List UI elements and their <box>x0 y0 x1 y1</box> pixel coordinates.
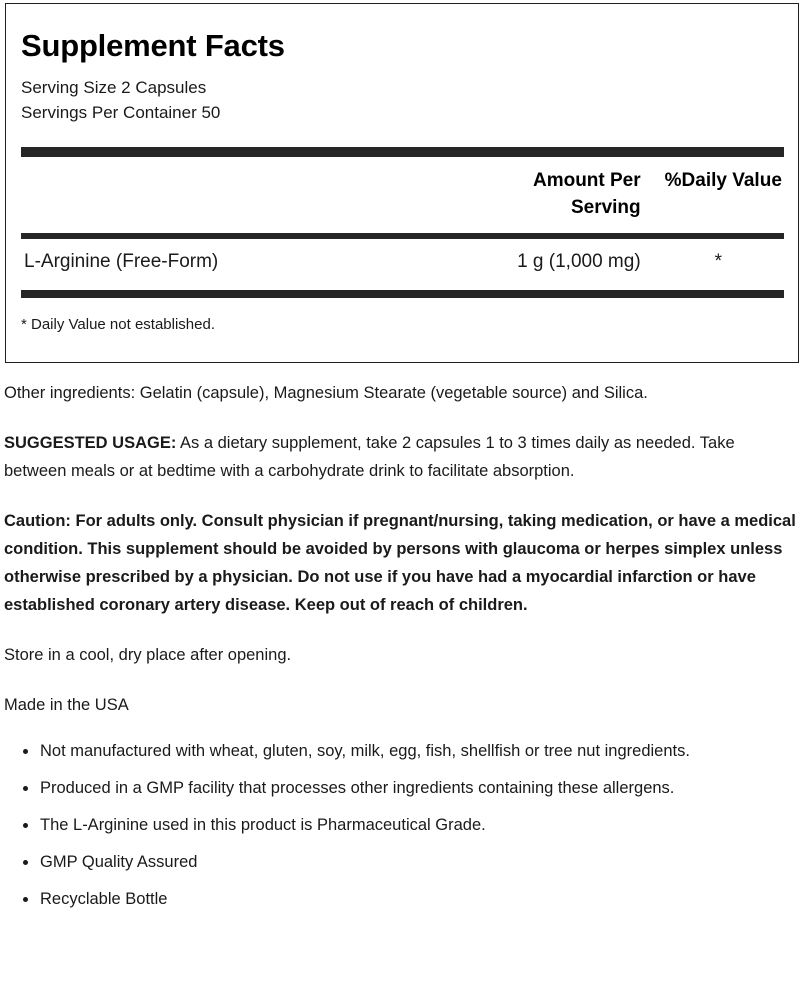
suggested-usage-paragraph <box>4 429 796 485</box>
list-item: Not manufactured with wheat, gluten, soy, milk, egg, fish, shellfish or tree nut ingredients. <box>4 741 796 778</box>
origin-paragraph: Made in the USA <box>4 696 129 714</box>
daily-value-footnote: * Daily Value not established. <box>21 316 216 333</box>
storage-paragraph: Store in a cool, dry place after opening. <box>4 646 292 664</box>
column-header-amount-per-serving: Amount Per Serving <box>532 170 641 218</box>
list-item: GMP Quality Assured <box>4 852 796 889</box>
suggested-usage-label: SUGGESTED USAGE: <box>4 434 177 452</box>
list-item: Recyclable Bottle <box>4 889 796 910</box>
serving-information <box>21 75 784 125</box>
supplement-facts-table <box>21 157 784 233</box>
supplement-facts-panel <box>5 3 799 363</box>
table-header-row <box>21 157 784 233</box>
servings-per-container-text: Servings Per Container 50 <box>21 103 221 122</box>
list-item: Produced in a GMP facility that processes other ingredients containing these allergens. <box>4 778 796 815</box>
table-row <box>21 239 784 290</box>
bottom-divider-rule <box>21 290 784 298</box>
suggested-usage-text: As a dietary supplement, take 2 capsules 1 to 3 times daily as needed. Take between meals or at bedtime with a carbohydrate drink to facilitate absorption. <box>4 434 735 480</box>
column-header-daily-value: %Daily Value <box>664 170 782 191</box>
nutrient-name: L-Arginine (Free-Form) <box>24 251 219 272</box>
serving-size-text: Serving Size 2 Capsules <box>21 78 207 97</box>
claims-bullet-list <box>4 741 796 910</box>
label-body-copy <box>2 379 798 910</box>
nutrient-daily-value: * <box>714 251 723 272</box>
supplement-facts-rows <box>21 239 784 290</box>
list-item: The L-Arginine used in this product is Pharmaceutical Grade. <box>4 815 796 852</box>
page-title: Supplement Facts <box>21 28 285 63</box>
other-ingredients-paragraph: Other ingredients: Gelatin (capsule), Magnesium Stearate (vegetable source) and Silica. <box>4 384 648 402</box>
nutrient-amount: 1 g (1,000 mg) <box>517 251 641 272</box>
column-header-nutrient <box>21 157 464 233</box>
caution-paragraph: Caution: For adults only. Consult physician if pregnant/nursing, taking medication, or have a medical condition. This supplement should be avoided by persons with glaucoma or herpes simplex unless otherwise prescribed by a physician. Do not use if you have had a myocardial infarction or have established coronary artery disease. Keep out of reach of children. <box>4 512 796 614</box>
top-divider-rule <box>21 147 784 157</box>
